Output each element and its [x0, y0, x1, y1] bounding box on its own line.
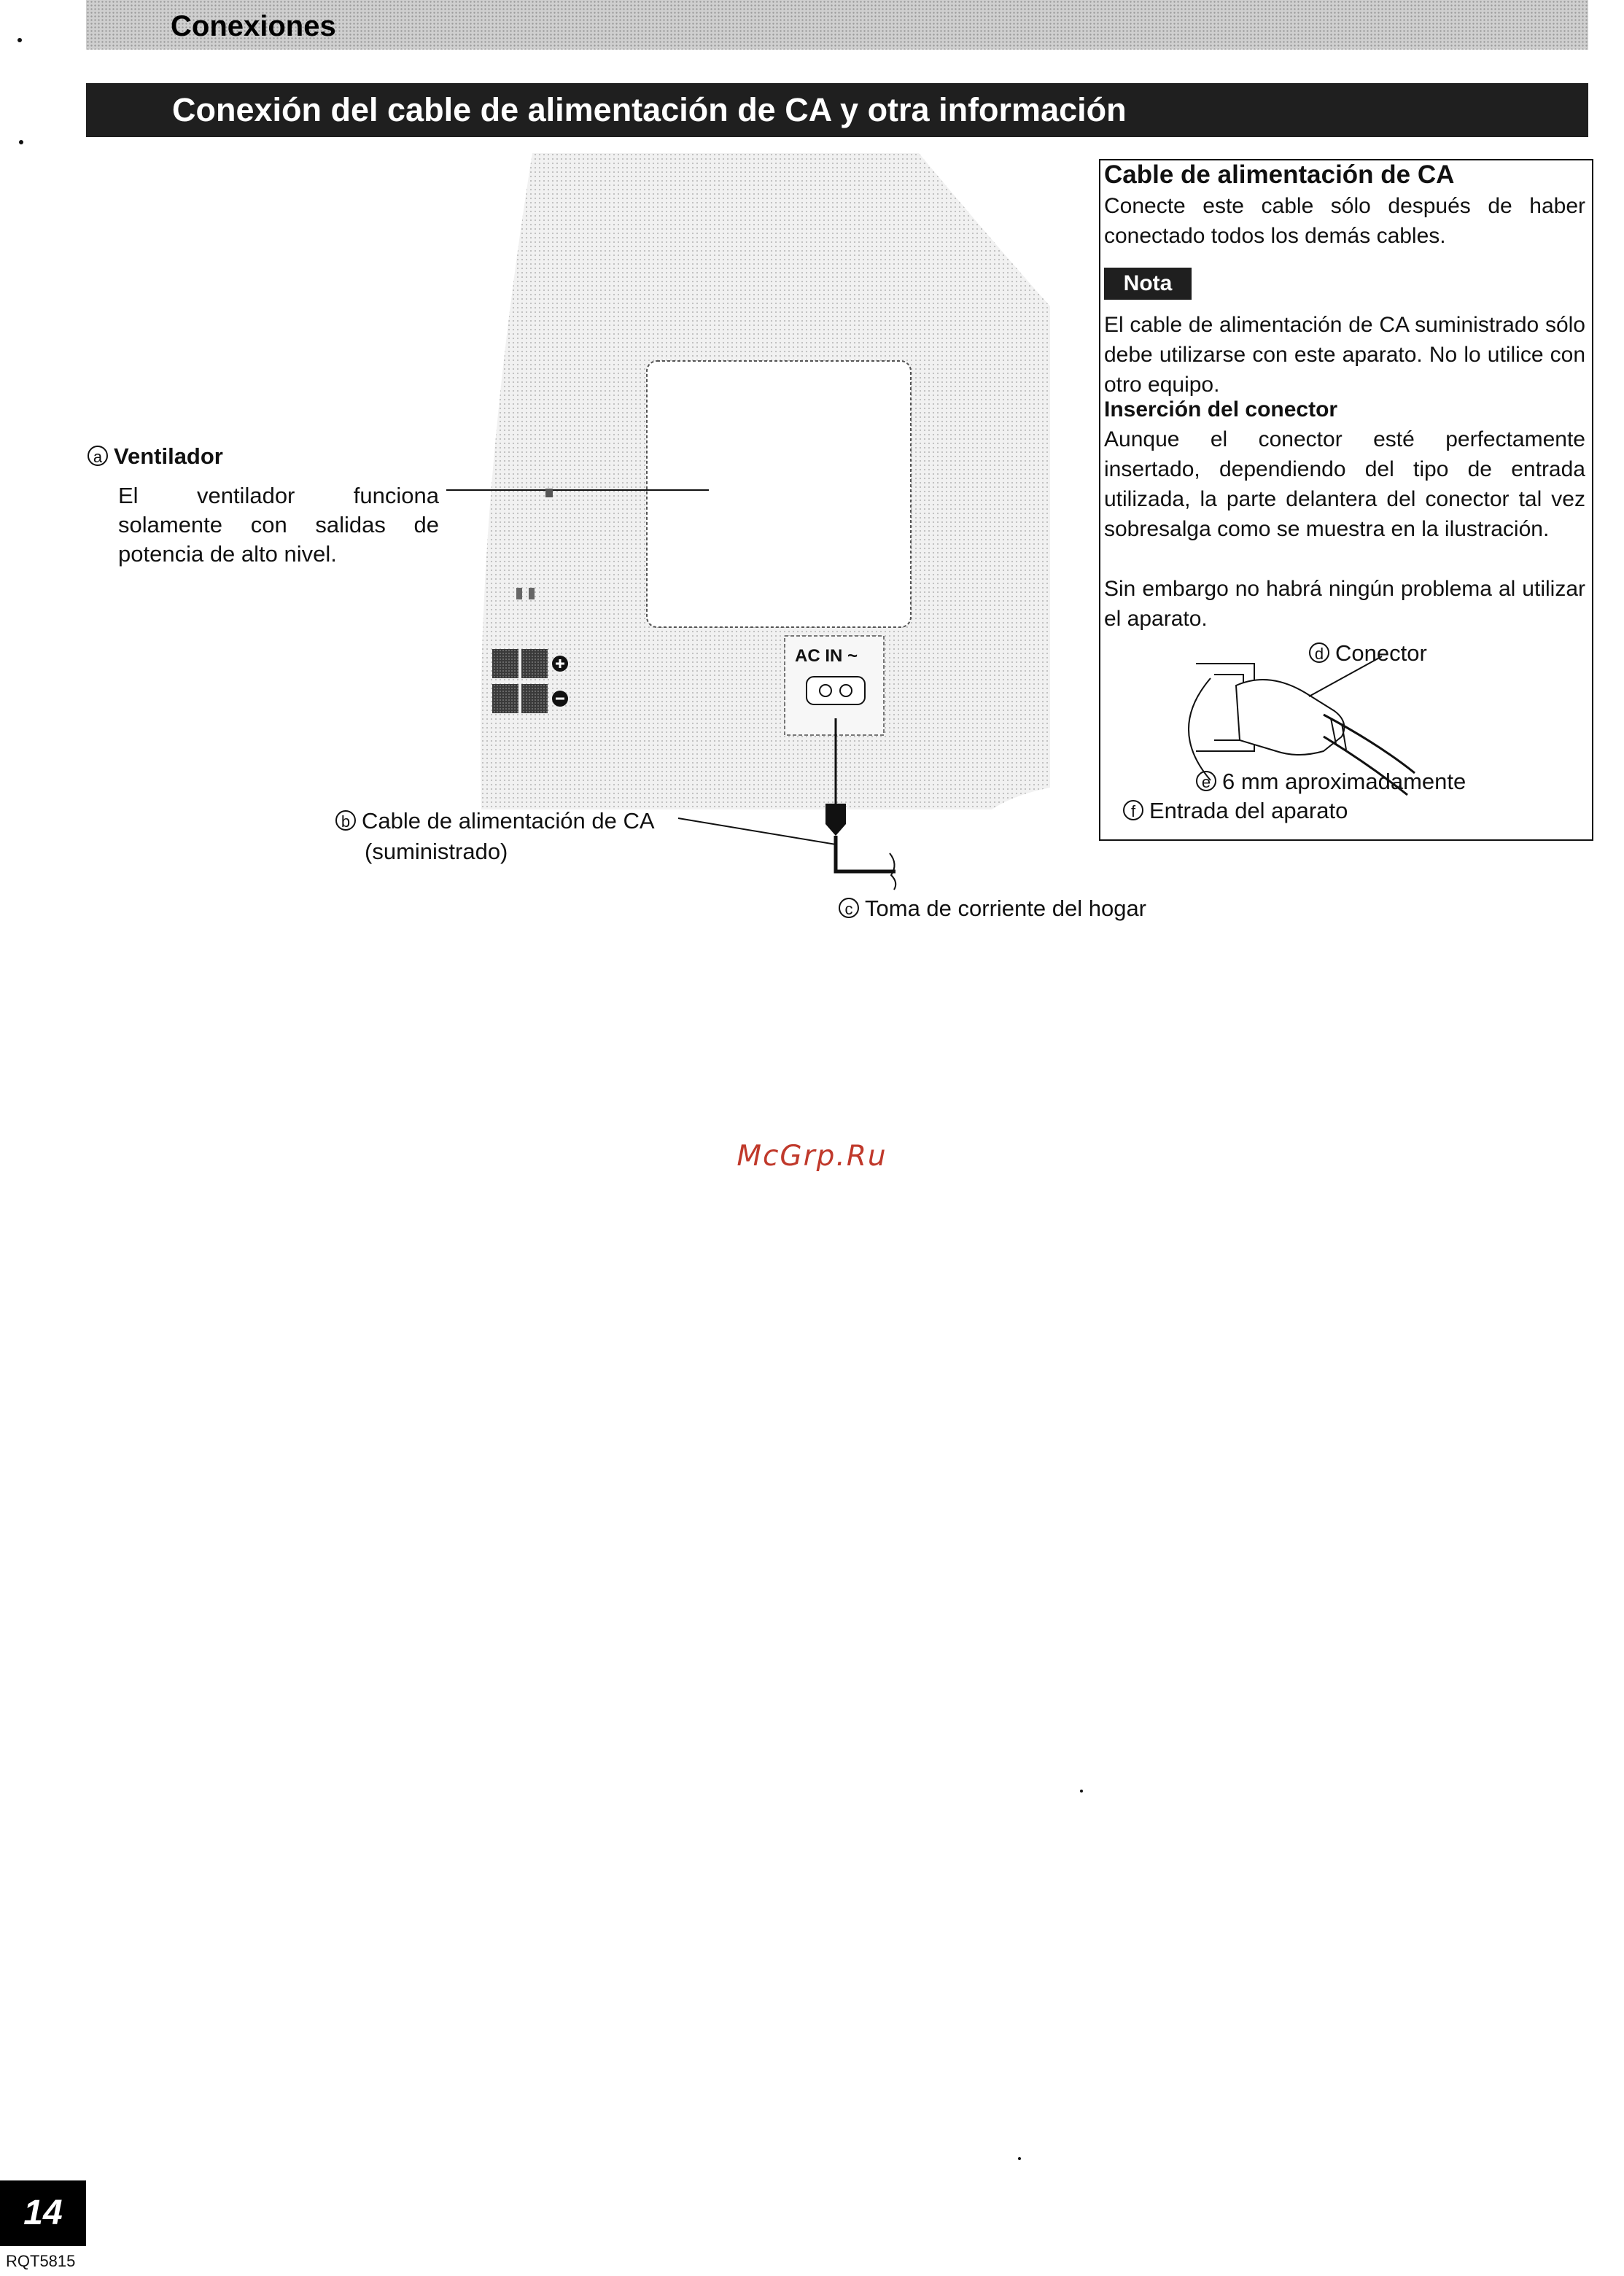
connector-label: Conector: [1335, 640, 1427, 666]
callout-marker: f: [1123, 800, 1143, 820]
fan-label: Ventilador: [114, 443, 223, 469]
insert-heading: Inserción del conector: [1104, 397, 1338, 422]
nota-badge: Nota: [1104, 268, 1192, 300]
gap-callout: [1196, 767, 1466, 796]
ac-socket: [807, 677, 865, 704]
section-label: Conexiones: [171, 10, 336, 42]
speaker-terminal: [492, 649, 518, 678]
cable-sub-label: (suministrado): [365, 839, 508, 864]
margin-mark: [18, 38, 22, 42]
gap-label: 6 mm aproximadamente: [1222, 769, 1466, 794]
watermark: McGrp.Ru: [737, 1140, 887, 1173]
callout-marker: c: [839, 898, 859, 918]
cable-label: Cable de alimentación de CA: [362, 808, 655, 834]
cable-pointer-line: [678, 818, 836, 844]
callout-marker: a: [88, 446, 108, 466]
inlet-callout: [1123, 796, 1348, 826]
margin-mark: [19, 140, 23, 144]
inlet-label: Entrada del aparato: [1149, 798, 1348, 823]
insert-text-2: Sin embargo no habrá ningún problema al utilizar el aparato.: [1104, 577, 1585, 631]
callout-marker: b: [335, 810, 356, 831]
outlet-callout: [839, 894, 1146, 923]
info-intro: Conecte este cable sólo después de haber conectado todos los demás cables.: [1104, 194, 1585, 248]
page-number: 14: [0, 2180, 86, 2246]
speaker-terminal: [521, 684, 548, 713]
cable-callout: [335, 807, 655, 836]
callout-marker: e: [1196, 771, 1216, 791]
connector-callout: [1309, 639, 1427, 668]
cable-plug: [825, 804, 846, 836]
nota-text: El cable de alimentación de CA suministrado sólo debe utilizarse con este aparato. No lo utilice con otro equipo.: [1104, 313, 1585, 397]
doc-code: RQT5815: [6, 2252, 76, 2270]
fan-callout: [88, 442, 223, 471]
margin-mark: [1018, 2157, 1021, 2160]
ac-in-label: AC IN ~: [795, 646, 858, 666]
insert-text: Aunque el conector esté perfectamente insertado, dependiendo del tipo de entrada utilizada, la parte delantera del conector tal vez sobresalga como se muestra en la ilustración.: [1104, 427, 1585, 541]
margin-mark: [1080, 1790, 1083, 1793]
info-heading: Cable de alimentación de CA: [1104, 160, 1455, 189]
panel-mark: [545, 489, 553, 497]
callout-marker: d: [1309, 642, 1329, 663]
panel-mark: [529, 588, 535, 599]
speaker-terminal: [492, 684, 518, 713]
page-title: Conexión del cable de alimentación de CA y otra información: [172, 91, 1127, 128]
speaker-terminal: [521, 649, 548, 678]
panel-mark: [516, 588, 522, 599]
outlet-label: Toma de corriente del hogar: [865, 896, 1147, 921]
fan-description: El ventilador funciona solamente con salidas de potencia de alto nivel.: [118, 483, 439, 567]
fan-window: [647, 361, 911, 627]
